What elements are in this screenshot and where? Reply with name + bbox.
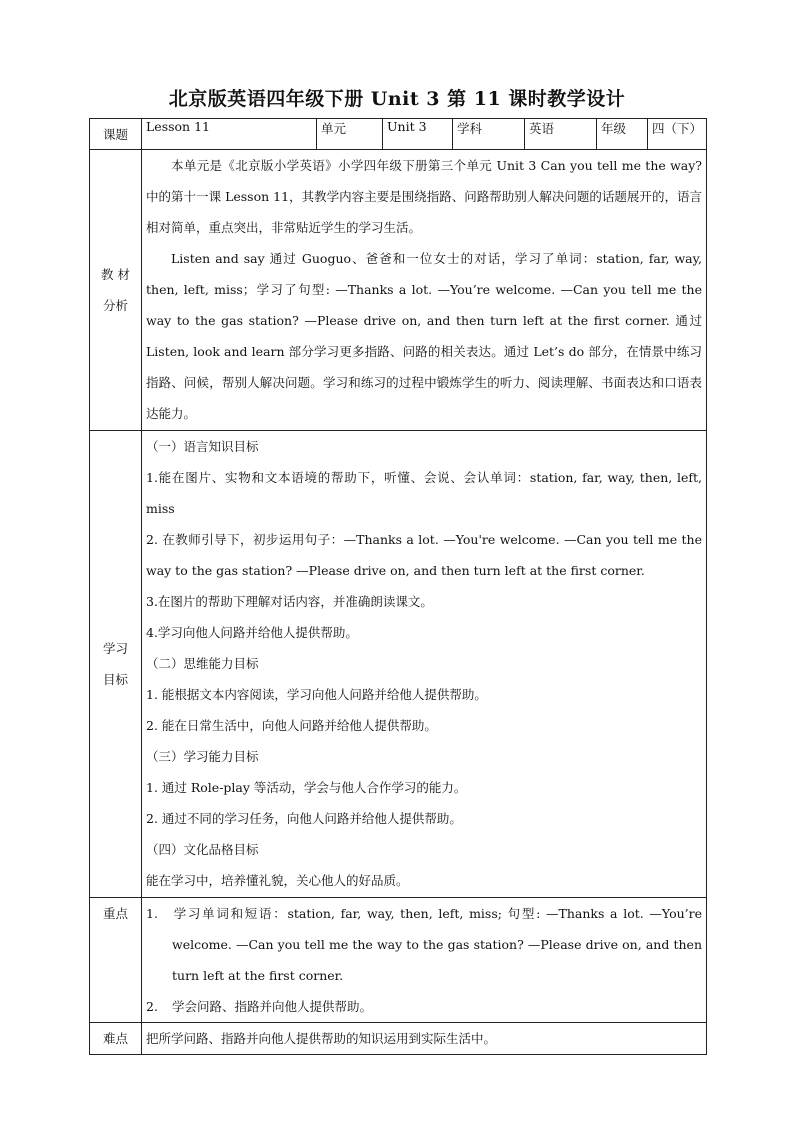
- grade-label: 年级: [597, 119, 648, 150]
- lesson-table: [89, 118, 707, 1055]
- key-point-text: 学习单词和短语：station, far, way, then, left, miss; 句型: —Thanks a lot. —You’re welcome. —Can you tell me the way to the gas station? —Please drive on, and then turn left at the first corner.: [172, 906, 702, 983]
- difficulties-row: [90, 1023, 707, 1055]
- analysis-paragraph-1: 本单元是《北京版小学英语》小学四年级下册第三个单元 Unit 3 Can you tell me the way?中的第十一课 Lesson 11，其教学内容主要是围绕指路、问路帮助别人解决问题的话题展开的，语言相对简单，重点突出，非常贴近学生的学习生活。: [146, 158, 702, 235]
- key-point-text: 学会问路、指路并向他人提供帮助。: [172, 999, 373, 1014]
- objective-line: 2. 能在日常生活中，向他人问路并给他人提供帮助。: [146, 718, 437, 733]
- key-points-content: [142, 898, 707, 1023]
- key-points-row: [90, 898, 707, 1023]
- objectives-content: [142, 431, 707, 898]
- objective-line: 1. 能根据文本内容阅读，学习向他人问路并给他人提供帮助。: [146, 687, 487, 702]
- key-point-item-2: [146, 991, 702, 1022]
- objective-line: 4.学习向他人问路并给他人提供帮助。: [146, 625, 358, 640]
- analysis-label-line2: 分析: [102, 298, 128, 313]
- analysis-content: [142, 150, 707, 431]
- key-point-number: 2.: [146, 999, 158, 1014]
- objectives-row: [90, 431, 707, 898]
- objective-line: 2. 在教师引导下，初步运用句子：—Thanks a lot. —You're welcome. —Can you tell me the way to the gas station? —Please drive on, and then turn left at the first corner.: [146, 532, 702, 578]
- key-point-item-1: [146, 898, 702, 991]
- objectives-label: [90, 431, 142, 898]
- objectives-label-line1: 学习: [102, 641, 128, 656]
- difficulties-label: 难点: [90, 1023, 142, 1055]
- unit-label: 单元: [317, 119, 383, 150]
- objective-heading: （一）语言知识目标: [146, 439, 259, 454]
- objective-line: 能在学习中，培养懂礼貌，关心他人的好品质。: [146, 873, 409, 888]
- objective-heading: （二）思维能力目标: [146, 656, 259, 671]
- analysis-row: [90, 150, 707, 431]
- page-title: 北京版英语四年级下册 Unit 3 第 11 课时教学设计: [168, 88, 626, 110]
- difficulties-content: 把所学问路、指路并向他人提供帮助的知识运用到实际生活中。: [142, 1023, 707, 1055]
- header-row: [90, 119, 707, 150]
- objective-line: 1. 通过 Role-play 等活动，学会与他人合作学习的能力。: [146, 780, 467, 795]
- subject-label: 学科: [453, 119, 525, 150]
- objective-line: 3.在图片的帮助下理解对话内容，并准确朗读课文。: [146, 594, 433, 609]
- topic-label: 课题: [90, 119, 142, 150]
- key-points-label: 重点: [90, 898, 142, 1023]
- analysis-label-line1: 教 材: [101, 267, 130, 282]
- objectives-label-line2: 目标: [102, 672, 128, 687]
- subject-value: 英语: [525, 119, 597, 150]
- objective-heading: （四）文化品格目标: [146, 842, 259, 857]
- analysis-label: [90, 150, 142, 431]
- objective-heading: （三）学习能力目标: [146, 749, 259, 764]
- grade-value: 四（下）: [648, 119, 707, 150]
- unit-value: Unit 3: [383, 119, 453, 150]
- key-point-number: 1.: [146, 906, 158, 921]
- objective-line: 1.能在图片、实物和文本语境的帮助下，听懂、会说、会认单词：station, far, way, then, left, miss: [146, 470, 702, 516]
- topic-value: Lesson 11: [142, 119, 317, 150]
- objective-line: 2. 通过不同的学习任务，向他人问路并给他人提供帮助。: [146, 811, 462, 826]
- analysis-paragraph-2: Listen and say 通过 Guoguo、爸爸和一位女士的对话，学习了单词：station, far, way, then, left, miss；学习了句型: —Thanks a lot. —You’re welcome. —Can you tell me the way to the gas station? —Please drive on, and then turn left at the first corner. 通过 Listen, look and learn 部分学习更多指路、问路的相关表达。通过 Let’s do 部分，在情景中练习指路、问候，帮别人解决问题。学习和练习的过程中锻炼学生的听力、阅读理解、书面表达和口语表达能力。: [146, 251, 702, 421]
